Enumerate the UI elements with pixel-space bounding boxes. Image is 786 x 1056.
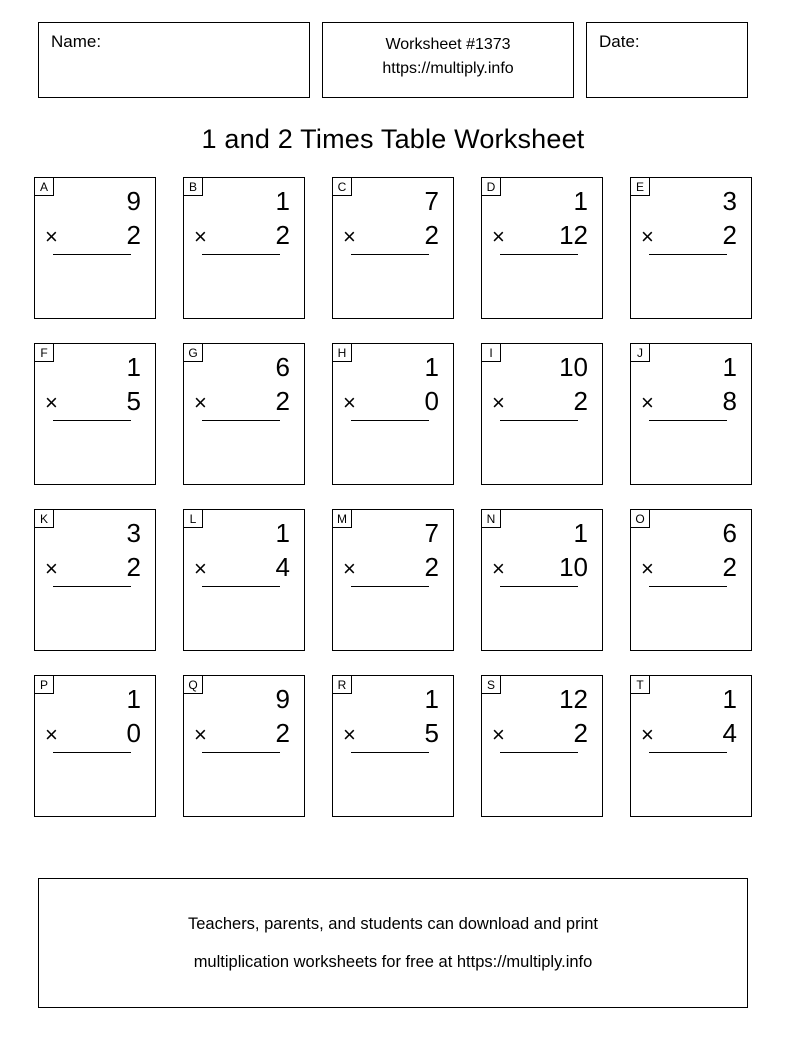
footer-line-2: multiplication worksheets for free at https://multiply.info bbox=[193, 953, 593, 971]
problem-letter: L bbox=[184, 510, 203, 528]
problem-cell[interactable] bbox=[332, 177, 454, 319]
answer-rule bbox=[202, 420, 280, 421]
date-field-box[interactable] bbox=[586, 22, 748, 98]
operand-top: 1 bbox=[126, 352, 141, 382]
operand-top: 6 bbox=[275, 352, 290, 382]
operand-top: 3 bbox=[722, 186, 737, 216]
operand-bottom: 5 bbox=[424, 718, 439, 748]
answer-rule bbox=[53, 586, 131, 587]
problem-letter: F bbox=[35, 344, 54, 362]
operand-bottom-row bbox=[45, 716, 141, 750]
operand-bottom: 2 bbox=[424, 552, 439, 582]
multiply-icon: × bbox=[194, 224, 207, 249]
problem-letter: B bbox=[184, 178, 203, 196]
problem-cell[interactable] bbox=[630, 675, 752, 817]
multiply-icon: × bbox=[194, 722, 207, 747]
operand-bottom-row bbox=[194, 218, 290, 252]
answer-rule bbox=[202, 254, 280, 255]
problem-cell[interactable] bbox=[332, 343, 454, 485]
operand-bottom-row bbox=[194, 716, 290, 750]
operand-bottom-row bbox=[492, 550, 588, 584]
answer-rule bbox=[351, 254, 429, 255]
problem-letter: G bbox=[184, 344, 203, 362]
multiply-icon: × bbox=[45, 722, 58, 747]
problem-cell[interactable] bbox=[34, 675, 156, 817]
operand-bottom: 8 bbox=[722, 386, 737, 416]
operand-bottom-row bbox=[492, 716, 588, 750]
operand-bottom-row bbox=[641, 716, 737, 750]
answer-rule bbox=[500, 752, 578, 753]
name-label: Name: bbox=[51, 32, 102, 51]
answer-rule bbox=[53, 420, 131, 421]
problem-letter: D bbox=[482, 178, 501, 196]
problem-letter: C bbox=[333, 178, 352, 196]
operand-bottom: 10 bbox=[559, 552, 588, 582]
operand-bottom-row bbox=[343, 550, 439, 584]
operand-bottom: 4 bbox=[275, 552, 290, 582]
problem-letter: P bbox=[35, 676, 54, 694]
multiply-icon: × bbox=[641, 224, 654, 249]
multiply-icon: × bbox=[492, 556, 505, 581]
multiply-icon: × bbox=[343, 224, 356, 249]
operand-bottom: 2 bbox=[573, 386, 588, 416]
operand-top: 9 bbox=[275, 684, 290, 714]
operand-bottom: 2 bbox=[275, 220, 290, 250]
footer-box bbox=[38, 878, 748, 1008]
problem-cell[interactable] bbox=[34, 343, 156, 485]
problem-letter: Q bbox=[184, 676, 203, 694]
operand-top: 1 bbox=[424, 684, 439, 714]
operand-bottom: 2 bbox=[722, 220, 737, 250]
problem-cell[interactable] bbox=[481, 343, 603, 485]
operand-top: 1 bbox=[573, 186, 588, 216]
multiply-icon: × bbox=[492, 722, 505, 747]
operand-bottom-row bbox=[343, 384, 439, 418]
answer-rule bbox=[500, 420, 578, 421]
problem-cell[interactable] bbox=[332, 675, 454, 817]
operand-bottom-row bbox=[343, 716, 439, 750]
multiply-icon: × bbox=[492, 390, 505, 415]
operand-bottom: 2 bbox=[424, 220, 439, 250]
multiply-icon: × bbox=[343, 722, 356, 747]
operand-top: 6 bbox=[722, 518, 737, 548]
problem-letter: M bbox=[333, 510, 352, 528]
name-field-box[interactable] bbox=[38, 22, 310, 98]
operand-top: 1 bbox=[126, 684, 141, 714]
problem-cell[interactable] bbox=[183, 675, 305, 817]
multiply-icon: × bbox=[641, 390, 654, 415]
problem-letter: I bbox=[482, 344, 501, 362]
operand-top: 7 bbox=[424, 518, 439, 548]
problem-letter: J bbox=[631, 344, 650, 362]
operand-top: 1 bbox=[573, 518, 588, 548]
answer-rule bbox=[351, 586, 429, 587]
operand-top: 1 bbox=[722, 684, 737, 714]
operand-top: 10 bbox=[559, 352, 588, 382]
problem-cell[interactable] bbox=[630, 343, 752, 485]
operand-top: 9 bbox=[126, 186, 141, 216]
operand-bottom: 2 bbox=[126, 220, 141, 250]
operand-top: 12 bbox=[559, 684, 588, 714]
operand-bottom-row bbox=[194, 384, 290, 418]
problem-cell[interactable] bbox=[332, 509, 454, 651]
header-row bbox=[0, 0, 786, 98]
page-title: 1 and 2 Times Table Worksheet bbox=[201, 124, 585, 154]
operand-bottom: 2 bbox=[573, 718, 588, 748]
problem-cell[interactable] bbox=[34, 177, 156, 319]
site-url: https://multiply.info bbox=[382, 60, 514, 77]
operand-bottom-row bbox=[492, 384, 588, 418]
operand-bottom-row bbox=[343, 218, 439, 252]
operand-bottom-row bbox=[45, 384, 141, 418]
problem-letter: R bbox=[333, 676, 352, 694]
operand-top: 1 bbox=[275, 518, 290, 548]
problem-grid bbox=[0, 177, 786, 817]
operand-top: 1 bbox=[275, 186, 290, 216]
problem-cell[interactable] bbox=[183, 343, 305, 485]
operand-bottom-row bbox=[194, 550, 290, 584]
problem-cell[interactable] bbox=[34, 509, 156, 651]
multiply-icon: × bbox=[194, 390, 207, 415]
answer-rule bbox=[202, 586, 280, 587]
operand-bottom: 2 bbox=[275, 386, 290, 416]
operand-bottom-row bbox=[641, 550, 737, 584]
multiply-icon: × bbox=[492, 224, 505, 249]
operand-top: 1 bbox=[424, 352, 439, 382]
multiply-icon: × bbox=[45, 556, 58, 581]
multiply-icon: × bbox=[45, 390, 58, 415]
problem-cell[interactable] bbox=[183, 177, 305, 319]
operand-bottom-row bbox=[641, 384, 737, 418]
multiply-icon: × bbox=[194, 556, 207, 581]
problem-letter: S bbox=[482, 676, 501, 694]
problem-letter: T bbox=[631, 676, 650, 694]
operand-bottom-row bbox=[641, 218, 737, 252]
problem-letter: A bbox=[35, 178, 54, 196]
problem-cell[interactable] bbox=[481, 177, 603, 319]
multiply-icon: × bbox=[45, 224, 58, 249]
operand-bottom: 5 bbox=[126, 386, 141, 416]
multiply-icon: × bbox=[641, 556, 654, 581]
operand-top: 3 bbox=[126, 518, 141, 548]
multiply-icon: × bbox=[641, 722, 654, 747]
answer-rule bbox=[649, 586, 727, 587]
answer-rule bbox=[649, 420, 727, 421]
operand-bottom-row bbox=[45, 550, 141, 584]
operand-top: 7 bbox=[424, 186, 439, 216]
answer-rule bbox=[53, 752, 131, 753]
operand-bottom-row bbox=[492, 218, 588, 252]
operand-bottom: 0 bbox=[126, 718, 141, 748]
worksheet-info-box bbox=[322, 22, 574, 98]
problem-cell[interactable] bbox=[183, 509, 305, 651]
problem-letter: O bbox=[631, 510, 650, 528]
operand-bottom: 2 bbox=[126, 552, 141, 582]
problem-letter: N bbox=[482, 510, 501, 528]
problem-cell[interactable] bbox=[481, 675, 603, 817]
operand-top: 1 bbox=[722, 352, 737, 382]
answer-rule bbox=[202, 752, 280, 753]
operand-bottom: 12 bbox=[559, 220, 588, 250]
operand-bottom-row bbox=[45, 218, 141, 252]
problem-letter: H bbox=[333, 344, 352, 362]
answer-rule bbox=[500, 586, 578, 587]
footer-line-1: Teachers, parents, and students can download and print bbox=[187, 915, 599, 933]
problem-letter: E bbox=[631, 178, 650, 196]
problem-cell[interactable] bbox=[630, 509, 752, 651]
multiply-icon: × bbox=[343, 556, 356, 581]
worksheet-id: Worksheet #1373 bbox=[385, 36, 511, 53]
answer-rule bbox=[351, 420, 429, 421]
problem-cell[interactable] bbox=[630, 177, 752, 319]
answer-rule bbox=[53, 254, 131, 255]
problem-letter: K bbox=[35, 510, 54, 528]
operand-bottom: 2 bbox=[722, 552, 737, 582]
operand-bottom: 4 bbox=[722, 718, 737, 748]
date-label: Date: bbox=[599, 32, 640, 51]
answer-rule bbox=[351, 752, 429, 753]
multiply-icon: × bbox=[343, 390, 356, 415]
answer-rule bbox=[500, 254, 578, 255]
answer-rule bbox=[649, 752, 727, 753]
answer-rule bbox=[649, 254, 727, 255]
operand-bottom: 0 bbox=[424, 386, 439, 416]
problem-cell[interactable] bbox=[481, 509, 603, 651]
operand-bottom: 2 bbox=[275, 718, 290, 748]
